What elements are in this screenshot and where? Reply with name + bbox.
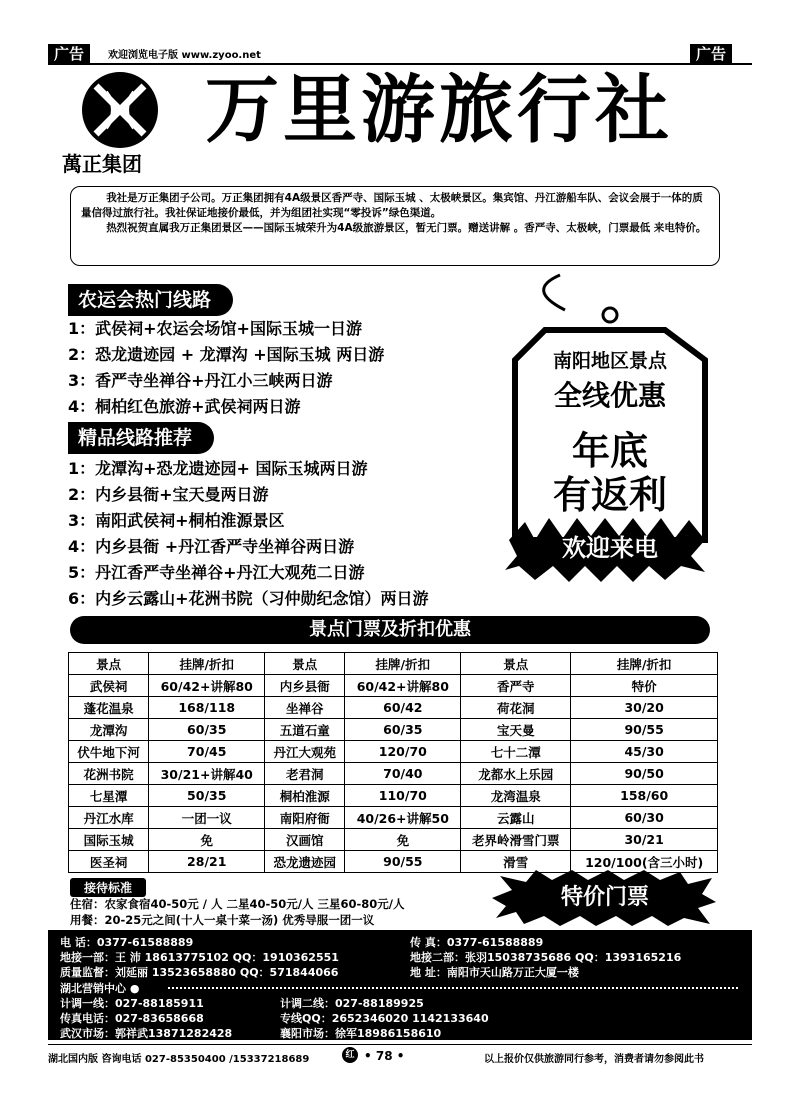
ticket-price-cell: 免 bbox=[345, 829, 461, 851]
contact-quality[interactable]: 质量监督：刘延丽 13523658880 QQ：571844066 bbox=[60, 966, 339, 979]
ticket-price-cell: 110/70 bbox=[345, 785, 461, 807]
promo-burst-text: 欢迎来电 bbox=[562, 534, 658, 562]
ticket-price-cell: 免 bbox=[149, 829, 265, 851]
ticket-table bbox=[68, 652, 718, 873]
ticket-price-cell: 120/70 bbox=[345, 741, 461, 763]
ticket-price-cell: 30/20 bbox=[571, 697, 718, 719]
ticket-price-cell: 特价 bbox=[571, 675, 718, 697]
ticket-price-cell: 一团一议 bbox=[149, 807, 265, 829]
contact-fax-line[interactable]: 传真电话：027-83658668 bbox=[60, 1012, 204, 1025]
ticket-header-cell: 景点 bbox=[461, 653, 571, 675]
site-url[interactable]: 欢迎浏览电子版 www.zyoo.net bbox=[108, 50, 261, 61]
ticket-price-cell: 120/100(含三小时) bbox=[571, 851, 718, 873]
ticket-spot-cell: 丹江大观苑 bbox=[265, 741, 345, 763]
premium-route-item: 3：南阳武侯祠+桐柏淮源景区 bbox=[68, 511, 285, 530]
ticket-header-cell: 景点 bbox=[265, 653, 345, 675]
ticket-spot-cell: 龙都水上乐园 bbox=[461, 763, 571, 785]
edition-badge: 红 bbox=[342, 1047, 358, 1063]
contact-phone[interactable]: 电 话：0377-61588889 bbox=[60, 936, 194, 949]
standards-lodging: 住宿：农家食宿40-50元 / 人 二星40-50元/人 三星60-80元/人 bbox=[70, 897, 405, 911]
table-row bbox=[69, 675, 718, 697]
contact-address: 地 址：南阳市天山路万正大厦一楼 bbox=[410, 966, 579, 979]
wanzheng-logo-icon bbox=[78, 70, 162, 150]
ticket-spot-cell: 桐柏淮源 bbox=[265, 785, 345, 807]
ticket-price-cell: 90/55 bbox=[571, 719, 718, 741]
ticket-spot-cell: 荷花洞 bbox=[461, 697, 571, 719]
ticket-spot-cell: 国际玉城 bbox=[69, 829, 149, 851]
ad-label-right: 广告 bbox=[690, 44, 732, 64]
premium-route-item: 4：内乡县衙 +丹江香严寺坐禅谷两日游 bbox=[68, 537, 355, 556]
ticket-price-cell: 60/42+讲解80 bbox=[345, 675, 461, 697]
premium-route-item: 6：内乡云露山+花洲书院（习仲勋纪念馆）两日游 bbox=[68, 589, 429, 608]
table-row bbox=[69, 741, 718, 763]
ticket-price-cell: 158/60 bbox=[571, 785, 718, 807]
ticket-price-cell: 30/21 bbox=[571, 829, 718, 851]
ticket-spot-cell: 老君洞 bbox=[265, 763, 345, 785]
standards-meals: 用餐：20-25元之间(十人一桌十菜一汤) 优秀导服一团一议 bbox=[70, 913, 375, 927]
ticket-price-cell: 60/35 bbox=[345, 719, 461, 741]
ticket-spot-cell: 云露山 bbox=[461, 807, 571, 829]
premium-route-item: 5：丹江香严寺坐禅谷+丹江大观苑二日游 bbox=[68, 563, 365, 582]
standards-label: 接待标准 bbox=[70, 878, 146, 897]
table-row bbox=[69, 829, 718, 851]
ticket-spot-cell: 花洲书院 bbox=[69, 763, 149, 785]
ticket-spot-cell: 老界岭滑雪门票 bbox=[461, 829, 571, 851]
ticket-table-heading: 景点门票及折扣优惠 bbox=[70, 616, 710, 644]
ticket-spot-cell: 伏牛地下河 bbox=[69, 741, 149, 763]
contact-line1[interactable]: 计调一线：027-88185911 bbox=[60, 997, 204, 1010]
promo-line-1: 南阳地区景点 bbox=[552, 350, 667, 372]
ticket-header-cell: 挂牌/折扣 bbox=[149, 653, 265, 675]
ticket-spot-cell: 内乡县衙 bbox=[265, 675, 345, 697]
ticket-spot-cell: 龙潭沟 bbox=[69, 719, 149, 741]
ticket-spot-cell: 七星潭 bbox=[69, 785, 149, 807]
ticket-spot-cell: 医圣祠 bbox=[69, 851, 149, 873]
ticket-spot-cell: 五道石童 bbox=[265, 719, 345, 741]
ticket-header-cell: 景点 bbox=[69, 653, 149, 675]
contact-qq[interactable]: 专线QQ：2652346020 1142133640 bbox=[280, 1012, 489, 1025]
premium-route-item: 1：龙潭沟+恐龙遗迹园+ 国际玉城两日游 bbox=[68, 459, 368, 478]
ticket-spot-cell: 恐龙遗迹园 bbox=[265, 851, 345, 873]
table-row bbox=[69, 785, 718, 807]
table-row bbox=[69, 697, 718, 719]
ticket-price-cell: 50/35 bbox=[149, 785, 265, 807]
ticket-price-cell: 60/42 bbox=[345, 697, 461, 719]
group-name: 萬正集团 bbox=[62, 152, 142, 176]
ticket-spot-cell: 七十二潭 bbox=[461, 741, 571, 763]
contact-dept1[interactable]: 地接一部：王 沛 18613775102 QQ：1910362551 bbox=[60, 951, 339, 964]
contact-xiangyang[interactable]: 襄阳市场：徐军18986158610 bbox=[280, 1027, 442, 1040]
contact-divider bbox=[168, 987, 738, 989]
hot-route-item: 1：武侯祠+农运会场馆+国际玉城一日游 bbox=[68, 319, 362, 338]
ticket-price-cell: 60/30 bbox=[571, 807, 718, 829]
table-row bbox=[69, 807, 718, 829]
ticket-price-cell: 168/118 bbox=[149, 697, 265, 719]
contact-block bbox=[48, 930, 752, 1040]
ticket-price-cell: 40/26+讲解50 bbox=[345, 807, 461, 829]
ticket-header-cell: 挂牌/折扣 bbox=[345, 653, 461, 675]
ticket-spot-cell: 蓬花温泉 bbox=[69, 697, 149, 719]
ticket-price-cell: 70/45 bbox=[149, 741, 265, 763]
premium-routes-heading: 精品线路推荐 bbox=[68, 422, 214, 454]
promo-line-4: 有返利 bbox=[552, 473, 667, 517]
contact-line2[interactable]: 计调二线：027-88189925 bbox=[280, 997, 424, 1010]
hot-route-item: 3：香严寺坐禅谷+丹江小三峡两日游 bbox=[68, 371, 333, 390]
ad-label-left: 广告 bbox=[48, 44, 90, 64]
ticket-price-cell: 30/21+讲解40 bbox=[149, 763, 265, 785]
ticket-price-cell: 70/40 bbox=[345, 763, 461, 785]
ticket-spot-cell: 汉画馆 bbox=[265, 829, 345, 851]
special-ticket-burst: 特价门票 bbox=[560, 885, 649, 910]
ticket-price-cell: 60/35 bbox=[149, 719, 265, 741]
intro-box bbox=[70, 186, 720, 266]
ticket-header-row bbox=[69, 653, 718, 675]
contact-dept2[interactable]: 地接二部：张羽15038735686 QQ：1393165216 bbox=[410, 951, 682, 964]
ticket-spot-cell: 坐禅谷 bbox=[265, 697, 345, 719]
contact-fax[interactable]: 传 真：0377-61588889 bbox=[410, 936, 544, 949]
ticket-price-cell: 45/30 bbox=[571, 741, 718, 763]
ticket-header-cell: 挂牌/折扣 bbox=[571, 653, 718, 675]
ticket-price-cell: 28/21 bbox=[149, 851, 265, 873]
hot-route-item: 2：恐龙遗迹园 + 龙潭沟 +国际玉城 两日游 bbox=[68, 345, 385, 364]
agency-title: 万里游旅行社 bbox=[205, 67, 673, 153]
ticket-spot-cell: 南阳府衙 bbox=[265, 807, 345, 829]
ticket-spot-cell: 龙湾温泉 bbox=[461, 785, 571, 807]
promo-line-3: 年底 bbox=[571, 429, 648, 473]
hot-route-item: 4：桐柏红色旅游+武侯祠两日游 bbox=[68, 397, 301, 416]
contact-wuhan[interactable]: 武汉市场：郭祥武13871282428 bbox=[60, 1027, 233, 1040]
premium-route-item: 2：内乡县衙+宝天曼两日游 bbox=[68, 485, 269, 504]
table-row bbox=[69, 763, 718, 785]
contact-hubei-center: 湖北营销中心 ● bbox=[60, 982, 140, 995]
ticket-spot-cell: 丹江水库 bbox=[69, 807, 149, 829]
ticket-price-cell: 90/55 bbox=[345, 851, 461, 873]
ticket-spot-cell: 武侯祠 bbox=[69, 675, 149, 697]
promo-line-2: 全线优惠 bbox=[553, 379, 666, 412]
ticket-price-cell: 60/42+讲解80 bbox=[149, 675, 265, 697]
intro-paragraph-2: 热烈祝贺直属我万正集团景区——国际玉城荣升为4A级旅游景区，暂无门票。赠送讲解 。香严寺、太极峡，门票最低 来电特价。 bbox=[106, 222, 707, 234]
page-number: • 78 • bbox=[364, 1049, 405, 1063]
table-row bbox=[69, 719, 718, 741]
ticket-spot-cell: 滑雪 bbox=[461, 851, 571, 873]
ticket-spot-cell: 宝天曼 bbox=[461, 719, 571, 741]
footer-left: 湖北国内版 咨询电话 027-85350400 /15337218689 bbox=[48, 1054, 310, 1065]
footer-rule bbox=[48, 1044, 752, 1045]
ticket-price-cell: 90/50 bbox=[571, 763, 718, 785]
hot-routes-heading: 农运会热门线路 bbox=[68, 284, 233, 316]
intro-paragraph-1: 我社是万正集团子公司。万正集团拥有4A级景区香严寺、国际玉城 、太极峡景区。集宾馆、丹江游船车队、会议会展于一体的质量信得过旅行社。我社保证地接价最低，并为组团社实现“零投诉”绿色渠道。 bbox=[81, 192, 703, 219]
ticket-spot-cell: 香严寺 bbox=[461, 675, 571, 697]
footer-right: 以上报价仅供旅游同行参考，消费者请勿参阅此书 bbox=[484, 1054, 704, 1065]
header-rule bbox=[48, 63, 752, 65]
